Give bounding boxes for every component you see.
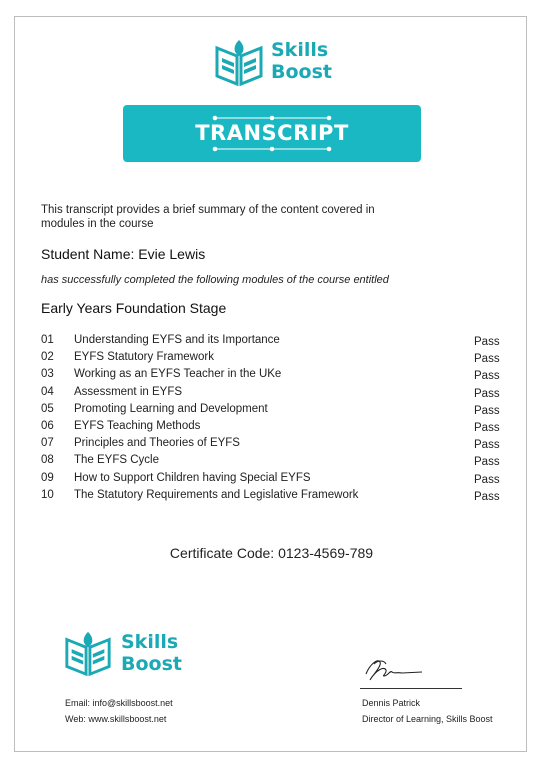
student-name: Student Name: Evie Lewis	[41, 246, 206, 262]
module-name: The Statutory Requirements and Legislative Framework	[74, 488, 359, 501]
module-number: 03	[41, 368, 54, 381]
transcript-title: TRANSCRIPT	[195, 121, 349, 145]
module-number: 05	[41, 402, 54, 415]
module-name: Principles and Theories of EYFS	[74, 437, 240, 450]
contact-web: Web: www.skillsboost.net	[65, 714, 167, 724]
module-result: Pass	[474, 404, 500, 417]
brand-name-line2: Boost	[271, 61, 332, 83]
contact-email: Email: info@skillsboost.net	[65, 698, 173, 708]
module-row	[41, 437, 501, 454]
certificate-code: Certificate Code: 0123-4569-789	[169, 545, 374, 561]
signatory-name: Dennis Patrick	[362, 698, 421, 708]
module-row	[41, 403, 501, 420]
brand-logo-top	[213, 36, 343, 88]
module-name: Promoting Learning and Development	[74, 402, 268, 415]
brand-name-line1: Skills	[271, 39, 329, 61]
module-result: Pass	[474, 370, 500, 383]
brand-logo-bottom	[63, 628, 193, 678]
module-number: 09	[41, 471, 54, 484]
module-row	[41, 472, 501, 489]
completion-statement: has successfully completed the following modules of the course entitled	[41, 274, 389, 286]
signatory-title: Director of Learning, Skills Boost	[362, 714, 493, 724]
module-number: 01	[41, 334, 54, 346]
signature-line	[360, 688, 462, 689]
module-number: 07	[41, 437, 54, 450]
module-result: Pass	[474, 473, 500, 486]
intro-text: This transcript provides a brief summary of the content covered in modules in the course	[41, 204, 375, 230]
module-row	[41, 489, 501, 506]
module-number: 06	[41, 419, 54, 432]
module-name: EYFS Statutory Framework	[74, 351, 214, 364]
module-row	[41, 351, 501, 368]
module-name: Understanding EYFS and its Importance	[74, 334, 280, 346]
book-logo-icon	[63, 628, 113, 678]
module-result: Pass	[474, 336, 500, 348]
module-result: Pass	[474, 421, 500, 434]
module-row	[41, 368, 501, 385]
module-result: Pass	[474, 353, 500, 366]
module-name: Assessment in EYFS	[74, 385, 183, 398]
title-banner	[123, 105, 421, 162]
module-row	[41, 454, 501, 471]
module-number: 02	[41, 351, 54, 364]
book-logo-icon	[213, 36, 265, 88]
module-number: 10	[41, 488, 54, 501]
module-number: 08	[41, 454, 54, 467]
module-row	[41, 420, 501, 437]
module-result: Pass	[474, 456, 500, 469]
module-name: Working as an EYFS Teacher in the UKe	[74, 368, 282, 381]
modules-list	[41, 334, 501, 506]
module-result: Pass	[474, 439, 500, 452]
module-result: Pass	[474, 387, 500, 400]
module-number: 04	[41, 385, 54, 398]
brand-name-line1: Skills	[121, 631, 179, 653]
brand-name-line2: Boost	[121, 653, 182, 675]
module-row	[41, 386, 501, 403]
module-name: The EYFS Cycle	[74, 454, 159, 467]
module-name: EYFS Teaching Methods	[74, 419, 201, 432]
signature-image	[362, 650, 432, 686]
course-title: Early Years Foundation Stage	[41, 300, 227, 316]
module-name: How to Support Children having Special EYFS	[74, 471, 311, 484]
module-row	[41, 334, 501, 351]
module-result: Pass	[474, 490, 500, 503]
